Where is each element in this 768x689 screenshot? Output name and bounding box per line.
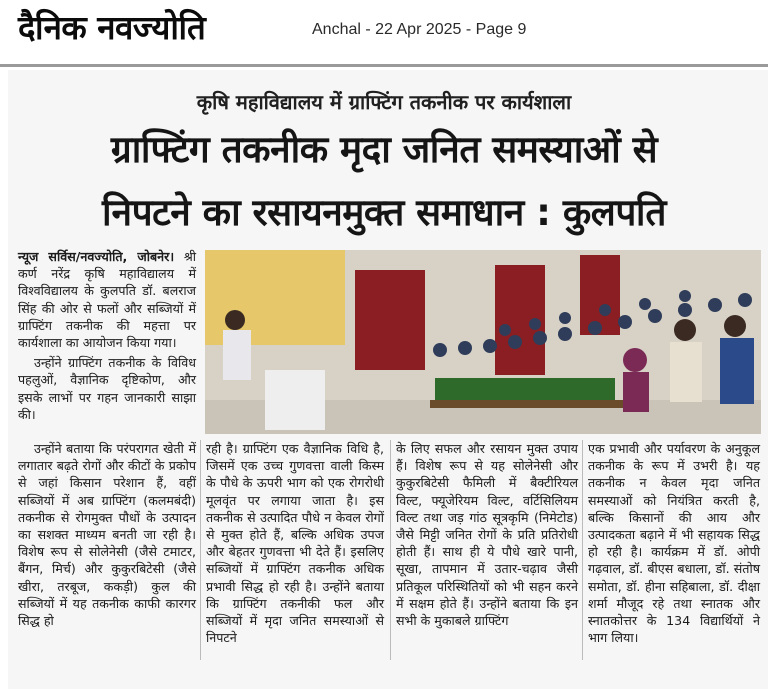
- article-kicker: कृषि महाविद्यालय में ग्राफ्टिंग तकनीक पर कार्यशाला: [196, 90, 572, 114]
- column-divider: [200, 440, 201, 660]
- column-divider: [582, 440, 583, 660]
- headline-line-2: निपटने का रसायनमुक्त समाधान : कुलपति: [101, 191, 667, 234]
- newspaper-logo: दैनिक नवज्योति: [18, 8, 206, 47]
- article-column-4: [588, 440, 760, 649]
- paragraph: के लिए सफल और रसायन मुक्त उपाय हैं। विशेष रूप से यह सोलेनेसी और कुकुरबिटेसी फैमिली में बैक्टीरियल विल्ट, फ्यूजेरियम विल्ट, वर्टिसिलियम विल्ट तथा जड़ गांठ सूत्रकृमि (निमेटोड) जैसे मिट्टी जनित रोगों के प्रति प्रतिरोधी होती हैं। साथ ही ये पौधे खारे पानी, सूखा, तापमान में उतार-चढ़ाव जैसी प्रतिकूल परिस्थितियों को भी सहन करने में सक्षम होते हैं। उन्होंने बताया कि इन सभी के मुकाबले ग्राफ्टिंग: [396, 441, 578, 629]
- article-column-1: [18, 440, 196, 632]
- intro-paragraph: श्री कर्ण नरेंद्र कृषि महाविद्यालय में विश्वविद्यालय के कुलपति डॉ. बलराज सिंह की ओर से फलों और सब्जियों में ग्राफ्टिंग तकनीक की महत्ता पर कार्यशाला का आयोजन किया गया।: [18, 249, 196, 351]
- header-divider: [0, 64, 768, 67]
- article-column-3: [396, 440, 578, 632]
- paragraph: उन्होंने ग्राफ्टिंग तकनीक के विविध पहलुओं, वैज्ञानिक दृष्टिकोण, और इसके लाभों पर गहन जानकारी साझा की।: [18, 355, 196, 422]
- headline-line-1: ग्राफ्टिंग तकनीक मृदा जनित समस्याओं से: [110, 128, 658, 171]
- column-divider: [390, 440, 391, 660]
- paragraph: उन्होंने बताया कि परंपरागत खेती में लगातार बढ़ते रोगों और कीटों के प्रकोप से जहां किसान परेशान हैं, वहीं सब्जियों में अब ग्राफ्टिंग (कलमबंदी) तकनीक से रोगमुक्त पौधों के उत्पादन का सशक्त माध्यम बनती जा रही है। विशेष रूप से सोलेनेसी (जैसे टमाटर, बैंगन, मिर्च) और कुकुरबिटेसी (जैसे खीरा, तरबूज, ककड़ी) कुल की सब्जियों में यह तकनीक काफी कारगर सिद्ध हो: [18, 441, 196, 629]
- article-column-2: [206, 440, 384, 649]
- paragraph: रही है। ग्राफ्टिंग एक वैज्ञानिक विधि है, जिसमें एक उच्च गुणवत्ता वाली किस्म के पौधे के ऊपरी भाग को एक रोगरोधी मूलवृंत पर लगाया जाता है। इस तकनीक से उत्पादित पौधे न केवल रोगों से मुक्त होते हैं, बल्कि अधिक उपज और बेहतर गुणवत्ता भी देते हैं। इसलिए सब्जियों में ग्राफ्टिंग तकनीक अधिक प्रभावी सिद्ध हो रही है। उन्होंने बताया कि ग्राफ्टिंग तकनीकी फल और सब्जियों में मृदा जनित समस्याओं से निपटने: [206, 441, 384, 646]
- dateline: न्यूज सर्विस/नवज्योति, जोबनेर।: [18, 249, 175, 264]
- paragraph: एक प्रभावी और पर्यावरण के अनुकूल तकनीक के रूप में उभरी है। यह तकनीक न केवल मृदा जनित समस्याओं को नियंत्रित करती है, बल्कि किसानों की आय और उत्पादकता बढ़ाने में भी सहायक सिद्ध हो रही है। कार्यक्रम में डॉ. ओपी गढ़वाल, डॉ. बीएस बधाला, डॉ. संतोष समोता, डॉ. हीना सहिबाला, डॉ. दीक्षा शर्मा मौजूद रहे तथा स्नातक और स्नातकोत्तर के 134 विद्यार्थियों ने भाग लिया।: [588, 441, 760, 646]
- edition-date-page: Anchal - 22 Apr 2025 - Page 9: [312, 21, 527, 38]
- article-column-1-top: [18, 248, 196, 426]
- masthead: [0, 0, 768, 62]
- workshop-photo: [205, 250, 761, 434]
- workshop-photo-illustration: [205, 250, 761, 434]
